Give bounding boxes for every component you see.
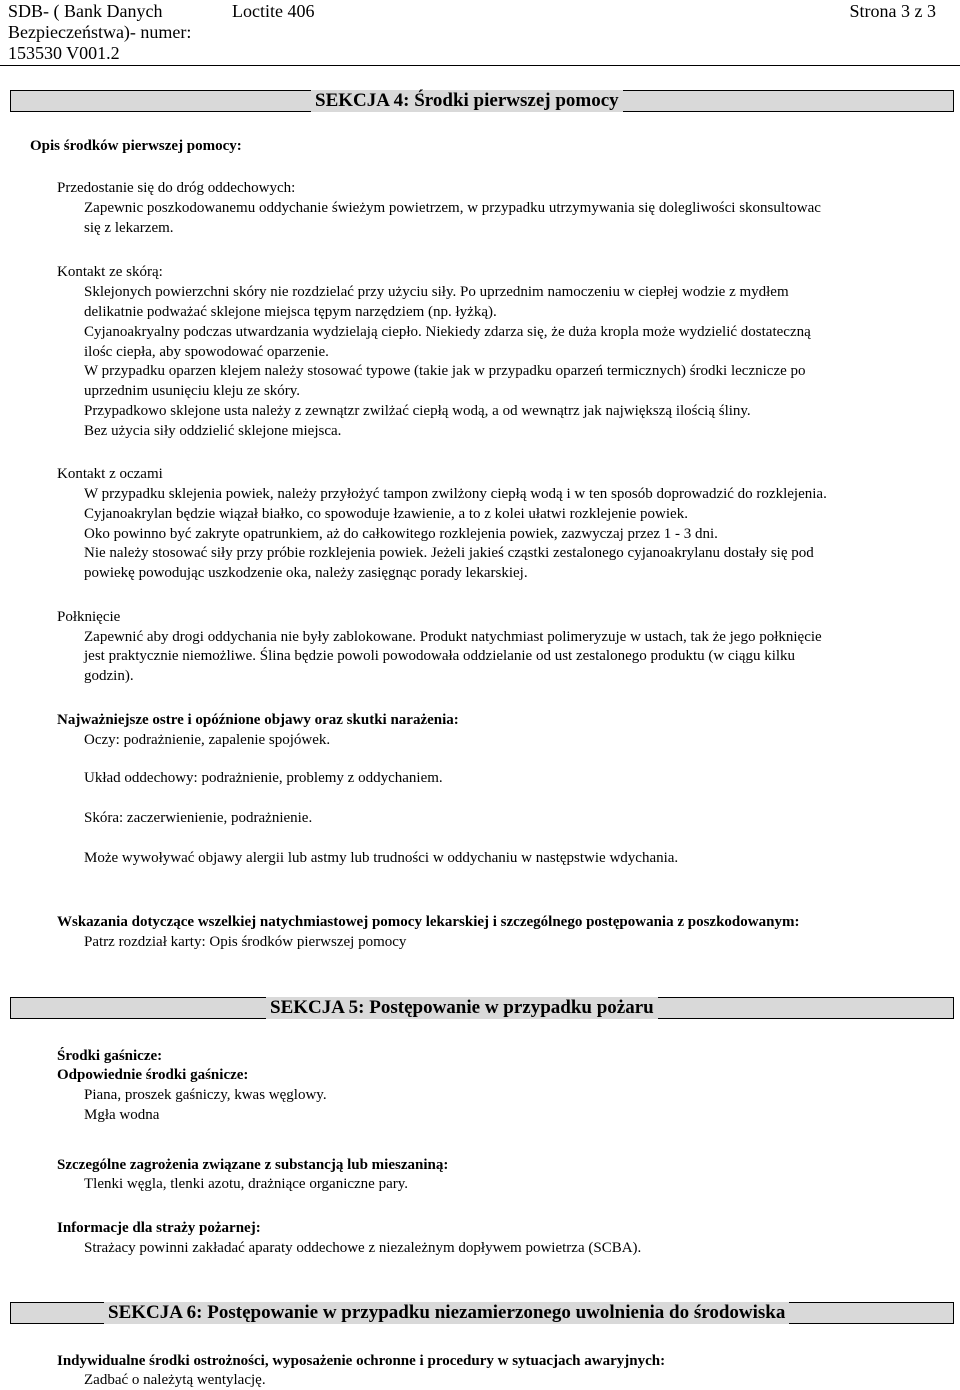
- skin-contact-text-line: Sklejonych powierzchni skóry nie rozdzielać przy użyciu siły. Po uprzednim namoczeniu w ciepłej wodzie z mydłem: [84, 284, 789, 300]
- special-hazards-text: Tlenki węgla, tlenki azotu, drażniące organiczne pary.: [84, 1176, 409, 1192]
- suitable-media-line: Piana, proszek gaśniczy, kwas węglowy.: [84, 1087, 327, 1103]
- suitable-media-line: Mgła wodna: [84, 1107, 160, 1123]
- symptoms-eyes: Oczy: podrażnienie, zapalenie spojówek.: [84, 732, 331, 748]
- skin-contact-label: Kontakt ze skórą:: [57, 264, 163, 280]
- ingestion-text-line: jest praktycznie niemożliwe. Ślina będzie powoli powodowała oddzielanie od ust zestalonego produktu (w ciągu kilku: [84, 648, 796, 664]
- skin-contact-text-line: Przypadkowo sklejone usta należy z zewnątzr zwilżać ciepłą wodą, a od wewnątrz jak największą ilością śliny.: [84, 403, 751, 419]
- section-6-title: SEKCJA 6: Postępowanie w przypadku niezamierzonego uwolnienia do środowiska: [104, 1302, 789, 1324]
- header-rule: [0, 65, 960, 66]
- section-5-title: SEKCJA 5: Postępowanie w przypadku pożaru: [266, 997, 658, 1019]
- symptoms-allergy: Może wywoływać objawy alergii lub astmy lub trudności w oddychaniu w następstwie wdychania.: [84, 850, 679, 866]
- special-hazards-label: Szczególne zagrożenia związane z substancją lub mieszaniną:: [57, 1157, 449, 1173]
- skin-contact-text-line: ilośc ciepła, aby spowodować oparzenie.: [84, 344, 329, 360]
- skin-contact-text-line: delikatnie podważać sklejone miejsca tępym narzędziem (np. łyżką).: [84, 304, 497, 320]
- personal-precautions-label: Indywidualne środki ostrożności, wyposażenie ochronne i procedury w sytuacjach awaryjnych:: [57, 1353, 666, 1369]
- eye-contact-label: Kontakt z oczami: [57, 466, 163, 482]
- skin-contact-text-line: Bez użycia siły oddzielić sklejone miejsca.: [84, 423, 342, 439]
- header-doc-label-2: Bezpieczeństwa)- numer:: [8, 22, 192, 42]
- eye-contact-text-line: Nie należy stosować siły przy próbie rozklejenia powiek. Jeżeli jakieś cząstki zestalonego cyjanoakrylanu dostały się pod: [84, 545, 814, 561]
- symptoms-respiratory: Układ oddechowy: podrażnienie, problemy z oddychaniem.: [84, 770, 443, 786]
- medical-attention-label: Wskazania dotyczące wszelkiej natychmiastowej pomocy lekarskiej i szczególnego postępowania z poszkodowanym:: [57, 914, 800, 930]
- inhalation-label: Przedostanie się do dróg oddechowych:: [57, 180, 296, 196]
- skin-contact-text-line: Cyjanoakryalny podczas utwardzania wydzielają ciepło. Niekiedy zdarza się, że duża kropla może wydzielić dostateczną: [84, 324, 811, 340]
- header-doc-label-1: SDB- ( Bank Danych: [8, 1, 163, 21]
- eye-contact-text-line: Oko powinno być zakryte opatrunkiem, aż do całkowitego rozklejenia powiek, zazwyczaj przez 1 - 3 dni.: [84, 526, 718, 542]
- extinguishing-media-label: Środki gaśnicze:: [57, 1048, 163, 1064]
- eye-contact-text-line: powiekę powodując uszkodzenie oka, należy zasięgnąc porady lekarskiej.: [84, 565, 528, 581]
- inhalation-text-line: się z lekarzem.: [84, 220, 174, 236]
- section-4-title: SEKCJA 4: Środki pierwszej pomocy: [311, 90, 623, 112]
- ingestion-text-line: godzin).: [84, 668, 134, 684]
- skin-contact-text-line: W przypadku oparzen klejem należy stosować typowe (takie jak w przypadku oparzeń termicznych) środki lecznicze po: [84, 363, 806, 379]
- suitable-media-label: Odpowiednie środki gaśnicze:: [57, 1067, 249, 1083]
- eye-contact-text-line: W przypadku sklejenia powiek, należy przyłożyć tampon zwilżony ciepłą wodą i w ten sposób doprowadzić do rozklejenia.: [84, 486, 827, 502]
- symptoms-label: Najważniejsze ostre i opóźnione objawy oraz skutki narażenia:: [57, 712, 459, 728]
- firefighters-label: Informacje dla straży pożarnej:: [57, 1220, 261, 1236]
- header-doc-number: 153530 V001.2: [8, 43, 120, 63]
- personal-precautions-text: Zadbać o należytą wentylację.: [84, 1372, 266, 1388]
- inhalation-text-line: Zapewnic poszkodowanemu oddychanie świeżym powietrzem, w przypadku utrzymywania się dolegliwości skonsultowac: [84, 200, 821, 216]
- first-aid-description-label: Opis środków pierwszej pomocy:: [30, 138, 242, 154]
- skin-contact-text-line: uprzednim usunięciu kleju ze skóry.: [84, 383, 301, 399]
- header-page-number: Strona 3 z 3: [849, 1, 936, 21]
- medical-attention-text: Patrz rozdział karty: Opis środków pierwszej pomocy: [84, 934, 407, 950]
- ingestion-label: Połknięcie: [57, 609, 121, 625]
- symptoms-skin: Skóra: zaczerwienienie, podrażnienie.: [84, 810, 313, 826]
- firefighters-text: Strażacy powinni zakładać aparaty oddechowe z niezależnym dopływem powietrza (SCBA).: [84, 1240, 642, 1256]
- header-product-name: Loctite 406: [232, 1, 315, 21]
- eye-contact-text-line: Cyjanoakrylan będzie wiązał białko, co spowoduje łzawienie, a to z kolei ułatwi rozklejenie powiek.: [84, 506, 688, 522]
- ingestion-text-line: Zapewnić aby drogi oddychania nie były zablokowane. Produkt natychmiast polimeryzuje w ustach, tak że jego połknięcie: [84, 629, 822, 645]
